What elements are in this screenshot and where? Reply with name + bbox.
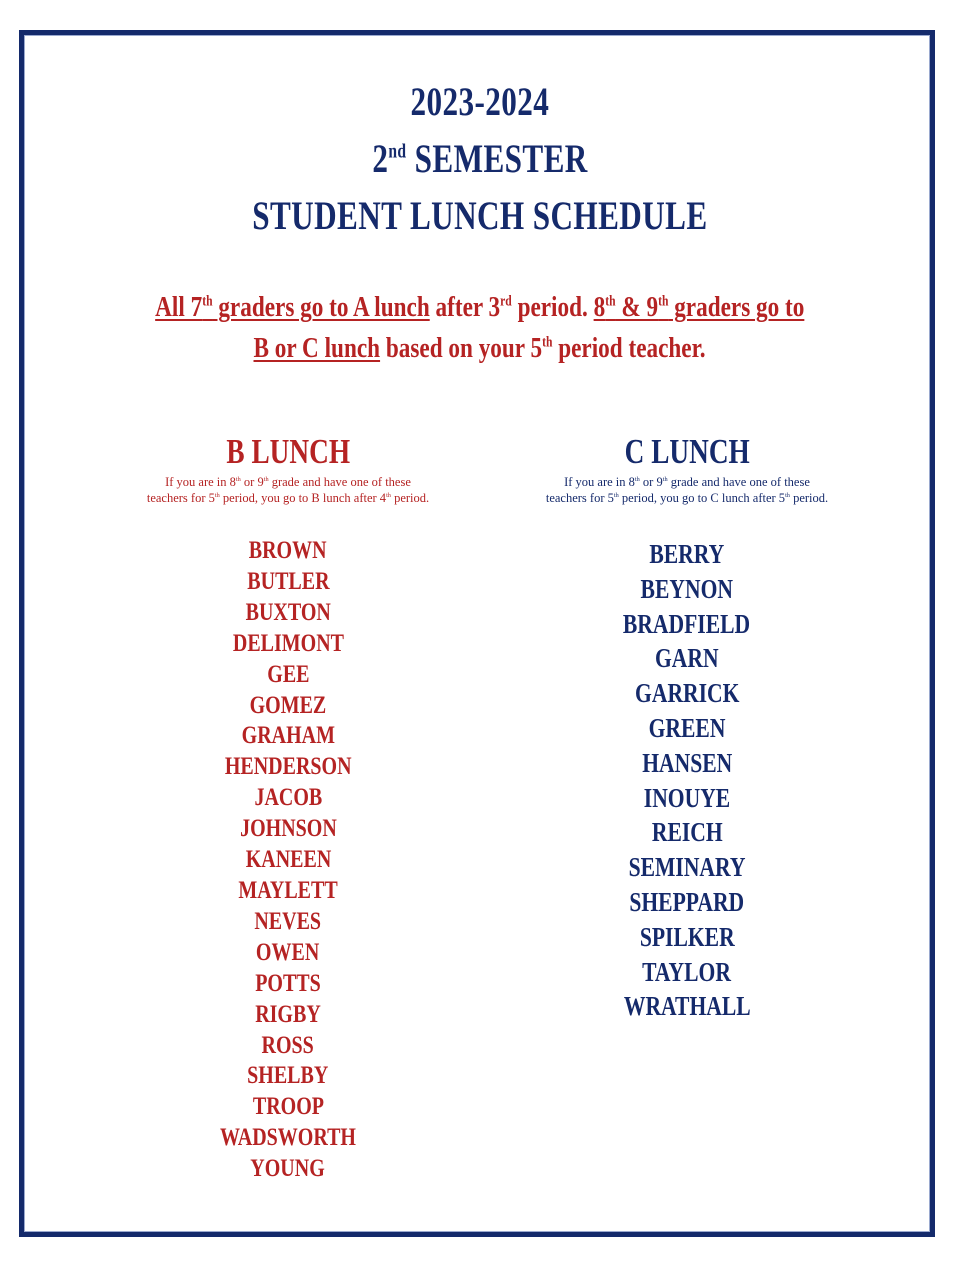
desc-sup: th: [613, 491, 619, 499]
teacher-name: KANEEN: [245, 846, 331, 874]
teacher-name: JACOB: [254, 784, 322, 812]
notice-line-2: [0, 332, 960, 365]
notice-sup: th: [202, 293, 213, 310]
teacher-name: JOHNSON: [239, 815, 337, 843]
c-lunch-heading: C LUNCH: [624, 432, 750, 471]
desc-text: or 9: [639, 475, 663, 489]
c-lunch-section: [487, 432, 887, 1024]
semester-label: SEMESTER: [414, 136, 588, 181]
notice-text: B or C lunch: [253, 332, 381, 364]
teacher-name: BEYNON: [640, 573, 734, 604]
b-lunch-heading: B LUNCH: [226, 432, 350, 471]
teacher-name: WRATHALL: [623, 991, 751, 1022]
notice-sup: th: [605, 293, 616, 310]
notice-sup: rd: [500, 293, 513, 310]
teacher-name: DELIMONT: [232, 629, 344, 657]
notice-sup: th: [542, 334, 553, 351]
desc-text: or 9: [240, 475, 264, 489]
desc-sup: th: [662, 475, 668, 483]
teacher-name: OWEN: [256, 938, 320, 966]
notice-text: & 9: [615, 291, 659, 323]
b-lunch-section: [88, 432, 488, 1185]
teacher-name: MAYLETT: [238, 876, 338, 904]
desc-text: If you are in 8: [165, 475, 236, 489]
desc-text: teachers for 5: [545, 491, 614, 505]
teacher-name: GREEN: [648, 712, 726, 743]
desc-sup: th: [634, 475, 640, 483]
b-lunch-description: [88, 474, 488, 506]
desc-text: teachers for 5: [146, 491, 215, 505]
teacher-name: BRADFIELD: [623, 608, 751, 639]
teacher-name: HANSEN: [641, 747, 733, 778]
teacher-name: ROSS: [261, 1031, 315, 1059]
desc-sup: th: [386, 491, 391, 499]
notice-text: graders go to A lunch: [212, 291, 430, 323]
title-semester: [0, 135, 960, 182]
teacher-name: GOMEZ: [249, 691, 327, 719]
teacher-name: GEE: [266, 660, 310, 688]
desc-text: grade and have one of these: [268, 475, 411, 489]
notice-sup: th: [658, 293, 669, 310]
teacher-name: GARRICK: [634, 678, 740, 709]
teacher-name: RIGBY: [255, 1000, 321, 1028]
semester-suffix: nd: [388, 140, 407, 163]
semester-number: 2: [372, 136, 389, 181]
desc-text: grade and have one of these: [667, 475, 810, 489]
desc-sup: th: [785, 491, 790, 499]
c-lunch-description: [487, 474, 887, 506]
b-lunch-teacher-list: [88, 536, 488, 1185]
notice-text: period teacher.: [552, 332, 707, 364]
notice-text: based on your 5: [380, 332, 543, 364]
notice-text: graders go to: [668, 291, 805, 323]
teacher-name: BROWN: [249, 537, 327, 564]
desc-text: period.: [789, 491, 829, 505]
teacher-name: WADSWORTH: [219, 1124, 356, 1152]
teacher-name: NEVES: [254, 907, 322, 935]
title-year: 2023-2024: [410, 79, 550, 124]
desc-sup: th: [263, 475, 269, 483]
teacher-name: BUTLER: [246, 567, 330, 595]
notice-text: after 3: [429, 291, 501, 323]
desc-text: If you are in 8: [564, 475, 635, 489]
teacher-name: YOUNG: [250, 1155, 326, 1183]
page-title: STUDENT LUNCH SCHEDULE: [252, 193, 708, 238]
desc-sup: th: [235, 475, 241, 483]
desc-sup: th: [214, 491, 220, 499]
teacher-name: SHEPPARD: [629, 886, 745, 917]
teacher-name: REICH: [651, 817, 723, 848]
teacher-name: BUXTON: [245, 598, 331, 626]
teacher-name: INOUYE: [643, 782, 731, 813]
notice-text: All 7: [155, 291, 203, 323]
notice-line-1: [0, 291, 960, 324]
teacher-name: SPILKER: [639, 921, 735, 952]
desc-text: period, you go to B lunch after 4: [219, 491, 387, 505]
teacher-name: SEMINARY: [628, 852, 746, 883]
desc-text: period, you go to C lunch after 5: [618, 491, 786, 505]
notice-text: period.: [512, 291, 594, 323]
desc-text: period.: [390, 491, 430, 505]
teacher-name: HENDERSON: [224, 753, 352, 781]
teacher-name: TROOP: [252, 1093, 324, 1121]
teacher-name: BERRY: [649, 539, 725, 569]
teacher-name: POTTS: [255, 969, 321, 997]
teacher-name: SHELBY: [247, 1062, 329, 1090]
teacher-name: TAYLOR: [642, 956, 732, 987]
c-lunch-teacher-list: [487, 537, 887, 1024]
notice-text: 8: [593, 291, 606, 323]
teacher-name: GARN: [655, 643, 719, 674]
teacher-name: GRAHAM: [241, 722, 335, 750]
